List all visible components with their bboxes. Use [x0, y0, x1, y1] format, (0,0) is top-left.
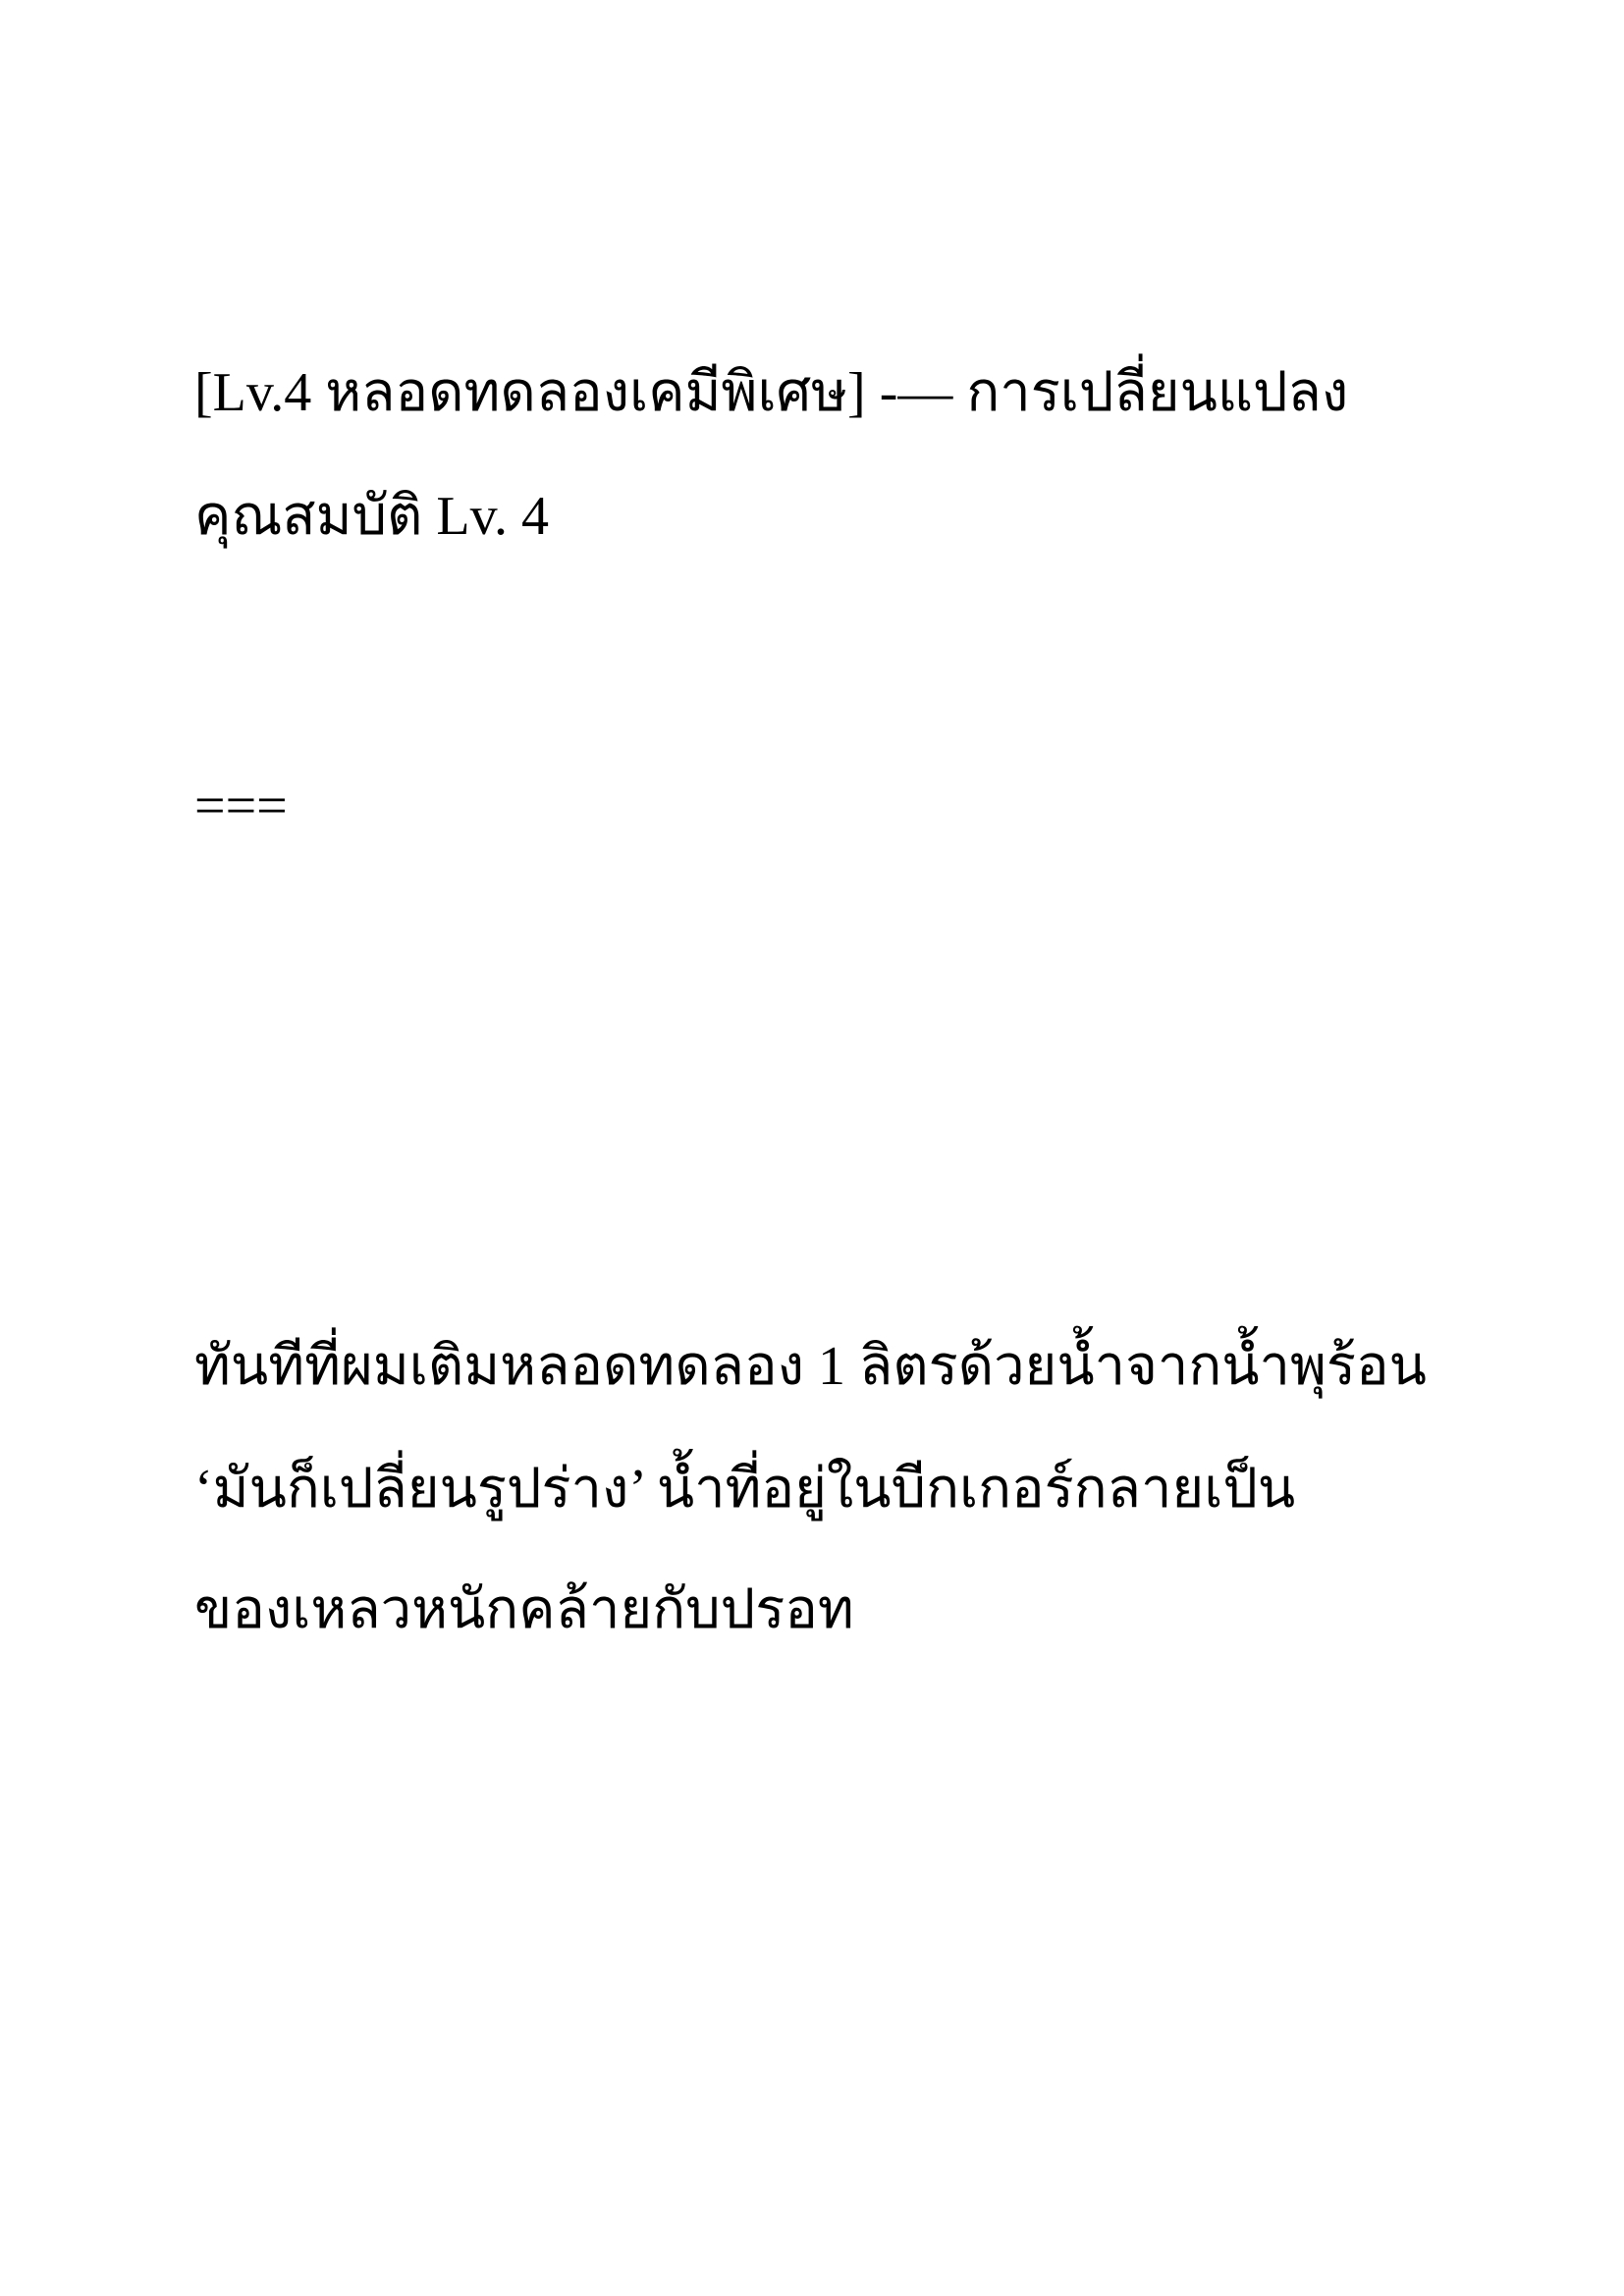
heading-line-1: [Lv.4 หลอดทดลองเคมีพิเศษ] -— การเปลี่ยนแปลง — [194, 362, 1349, 423]
paragraph-line-2: ‘มันก็เปลี่ยนรูปร่าง’ น้ำที่อยู่ในบีกเกอร์กลายเป็น — [194, 1459, 1296, 1520]
paragraph-line-1: ทันทีที่ผมเติมหลอดทดลอง 1 ลิตรด้วยน้ำจากน้ำพุร้อน — [194, 1336, 1427, 1397]
paragraph-line-3: ของเหลวหนักคล้ายกับปรอท — [194, 1579, 854, 1640]
section-separator: === — [194, 775, 288, 836]
heading-line-2: คุณสมบัติ Lv. 4 — [194, 486, 549, 547]
